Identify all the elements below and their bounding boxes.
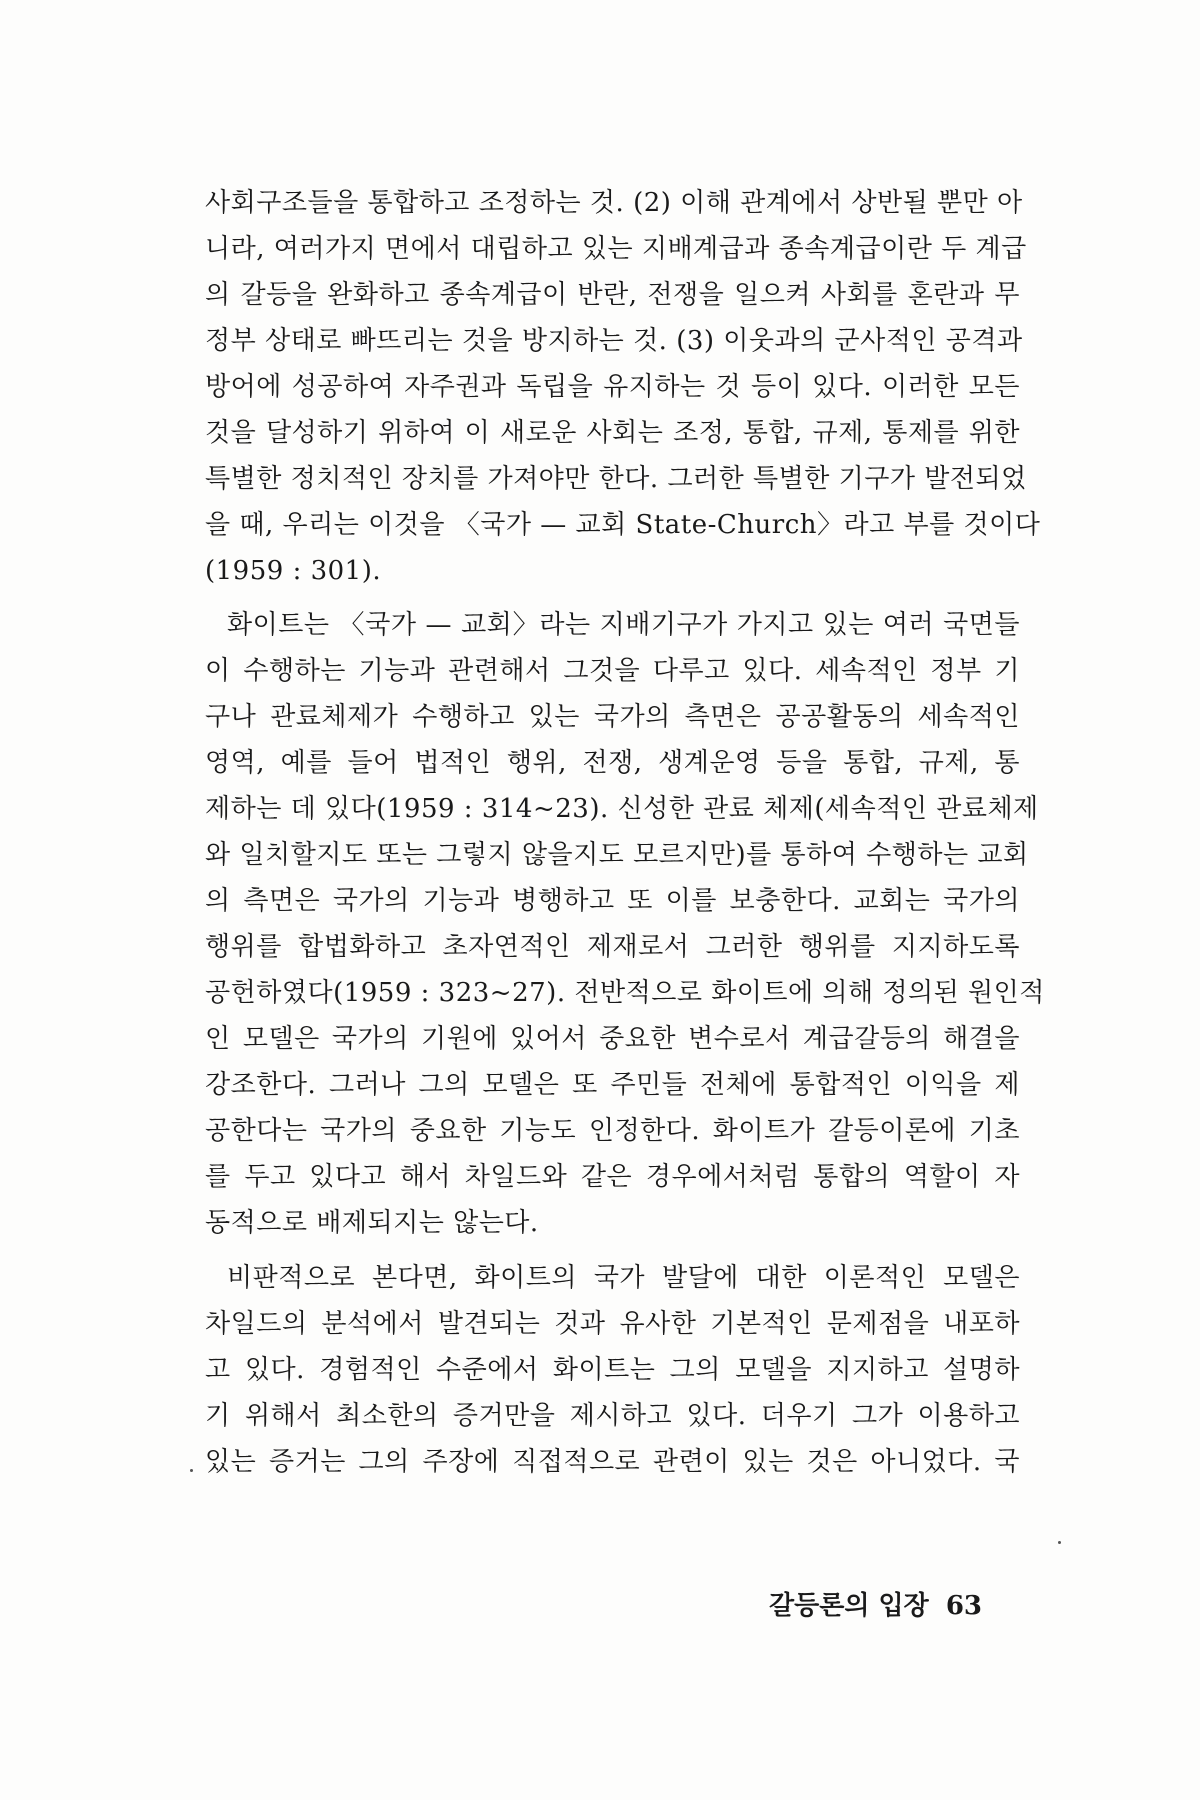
paragraph-line: 구나 관료체제가 수행하고 있는 국가의 측면은 공공활동의 세속적인 (205, 702, 1020, 732)
quote-line: 니라, 여러가지 면에서 대립하고 있는 지배계급과 종속계급이란 두 계급 (205, 234, 1027, 264)
quote-line: 특별한 정치적인 장치를 가져야만 한다. 그러한 특별한 기구가 발전되었 (205, 464, 1027, 494)
quote-line: 의 갈등을 완화하고 종속계급이 반란, 전쟁을 일으켜 사회를 혼란과 무 (205, 280, 1020, 310)
paragraph-line: 영역, 예를 들어 법적인 행위, 전쟁, 생계운영 등을 통합, 규제, 통 (205, 748, 1020, 778)
body-paragraph (205, 602, 1045, 1246)
running-title: 갈등론의 입장 (769, 1591, 929, 1621)
quote-line: (1959 : 301). (205, 556, 382, 586)
paragraph-line: 의 측면은 국가의 기능과 병행하고 또 이를 보충한다. 교회는 국가의 (205, 886, 1020, 916)
paragraph-line: 기 위해서 최소한의 증거만을 제시하고 있다. 더우기 그가 이용하고 (205, 1401, 1020, 1431)
paragraph-line: 인 모델은 국가의 기원에 있어서 중요한 변수로서 계급갈등의 해결을 (205, 1024, 1020, 1054)
paragraph-line: 공헌하였다(1959 : 323~27). 전반적으로 화이트에 의해 정의된 원인적 (205, 978, 1045, 1008)
paragraph-line: 행위를 합법화하고 초자연적인 제재로서 그러한 행위를 지지하도록 (205, 932, 1020, 962)
paragraph-line: 제하는 데 있다(1959 : 314~23). 신성한 관료 체제(세속적인 관료체제 (205, 794, 1039, 824)
paragraph-line: 이 수행하는 기능과 관련해서 그것을 다루고 있다. 세속적인 정부 기 (205, 656, 1020, 686)
quote-line: 사회구조들을 통합하고 조정하는 것. (2) 이해 관계에서 상반될 뿐만 아 (205, 188, 1023, 218)
paragraph-line: 차일드의 분석에서 발견되는 것과 유사한 기본적인 문제점을 내포하 (205, 1309, 1020, 1339)
paragraph-line: 고 있다. 경험적인 수준에서 화이트는 그의 모델을 지지하고 설명하 (205, 1355, 1020, 1385)
paragraph-line: 를 두고 있다고 해서 차일드와 같은 경우에서처럼 통합의 역할이 자 (205, 1162, 1020, 1192)
paragraph-line: 강조한다. 그러나 그의 모델은 또 주민들 전체에 통합적인 이익을 제 (205, 1070, 1020, 1100)
body-paragraph (205, 1255, 1020, 1485)
scan-speck (190, 1469, 193, 1472)
quote-line: 것을 달성하기 위하여 이 새로운 사회는 조정, 통합, 규제, 통제를 위한 (205, 418, 1020, 448)
paragraph-line: 화이트는 〈국가 — 교회〉라는 지배기구가 가지고 있는 여러 국면들 (227, 610, 1020, 640)
page-number: 63 (945, 1591, 982, 1621)
page-footer (769, 1585, 982, 1622)
paragraph-line: 와 일치할지도 또는 그렇지 않을지도 모르지만)를 통하여 수행하는 교회 (205, 840, 1029, 870)
paragraph-line: 동적으로 배제되지는 않는다. (205, 1208, 539, 1238)
scan-speck (1058, 1541, 1061, 1544)
block-quote (205, 180, 1041, 594)
paragraph-line: 있는 증거는 그의 주장에 직접적으로 관련이 있는 것은 아니었다. 국 (205, 1447, 1020, 1477)
paragraph-line: 공한다는 국가의 중요한 기능도 인정한다. 화이트가 갈등이론에 기초 (205, 1116, 1020, 1146)
quote-line: 방어에 성공하여 자주권과 독립을 유지하는 것 등이 있다. 이러한 모든 (205, 372, 1020, 402)
quote-line: 을 때, 우리는 이것을 〈국가 — 교회 State-Church〉라고 부를 것이다 (205, 510, 1041, 540)
quote-line: 정부 상태로 빠뜨리는 것을 방지하는 것. (3) 이웃과의 군사적인 공격과 (205, 326, 1023, 356)
paragraph-line: 비판적으로 본다면, 화이트의 국가 발달에 대한 이론적인 모델은 (227, 1263, 1020, 1293)
